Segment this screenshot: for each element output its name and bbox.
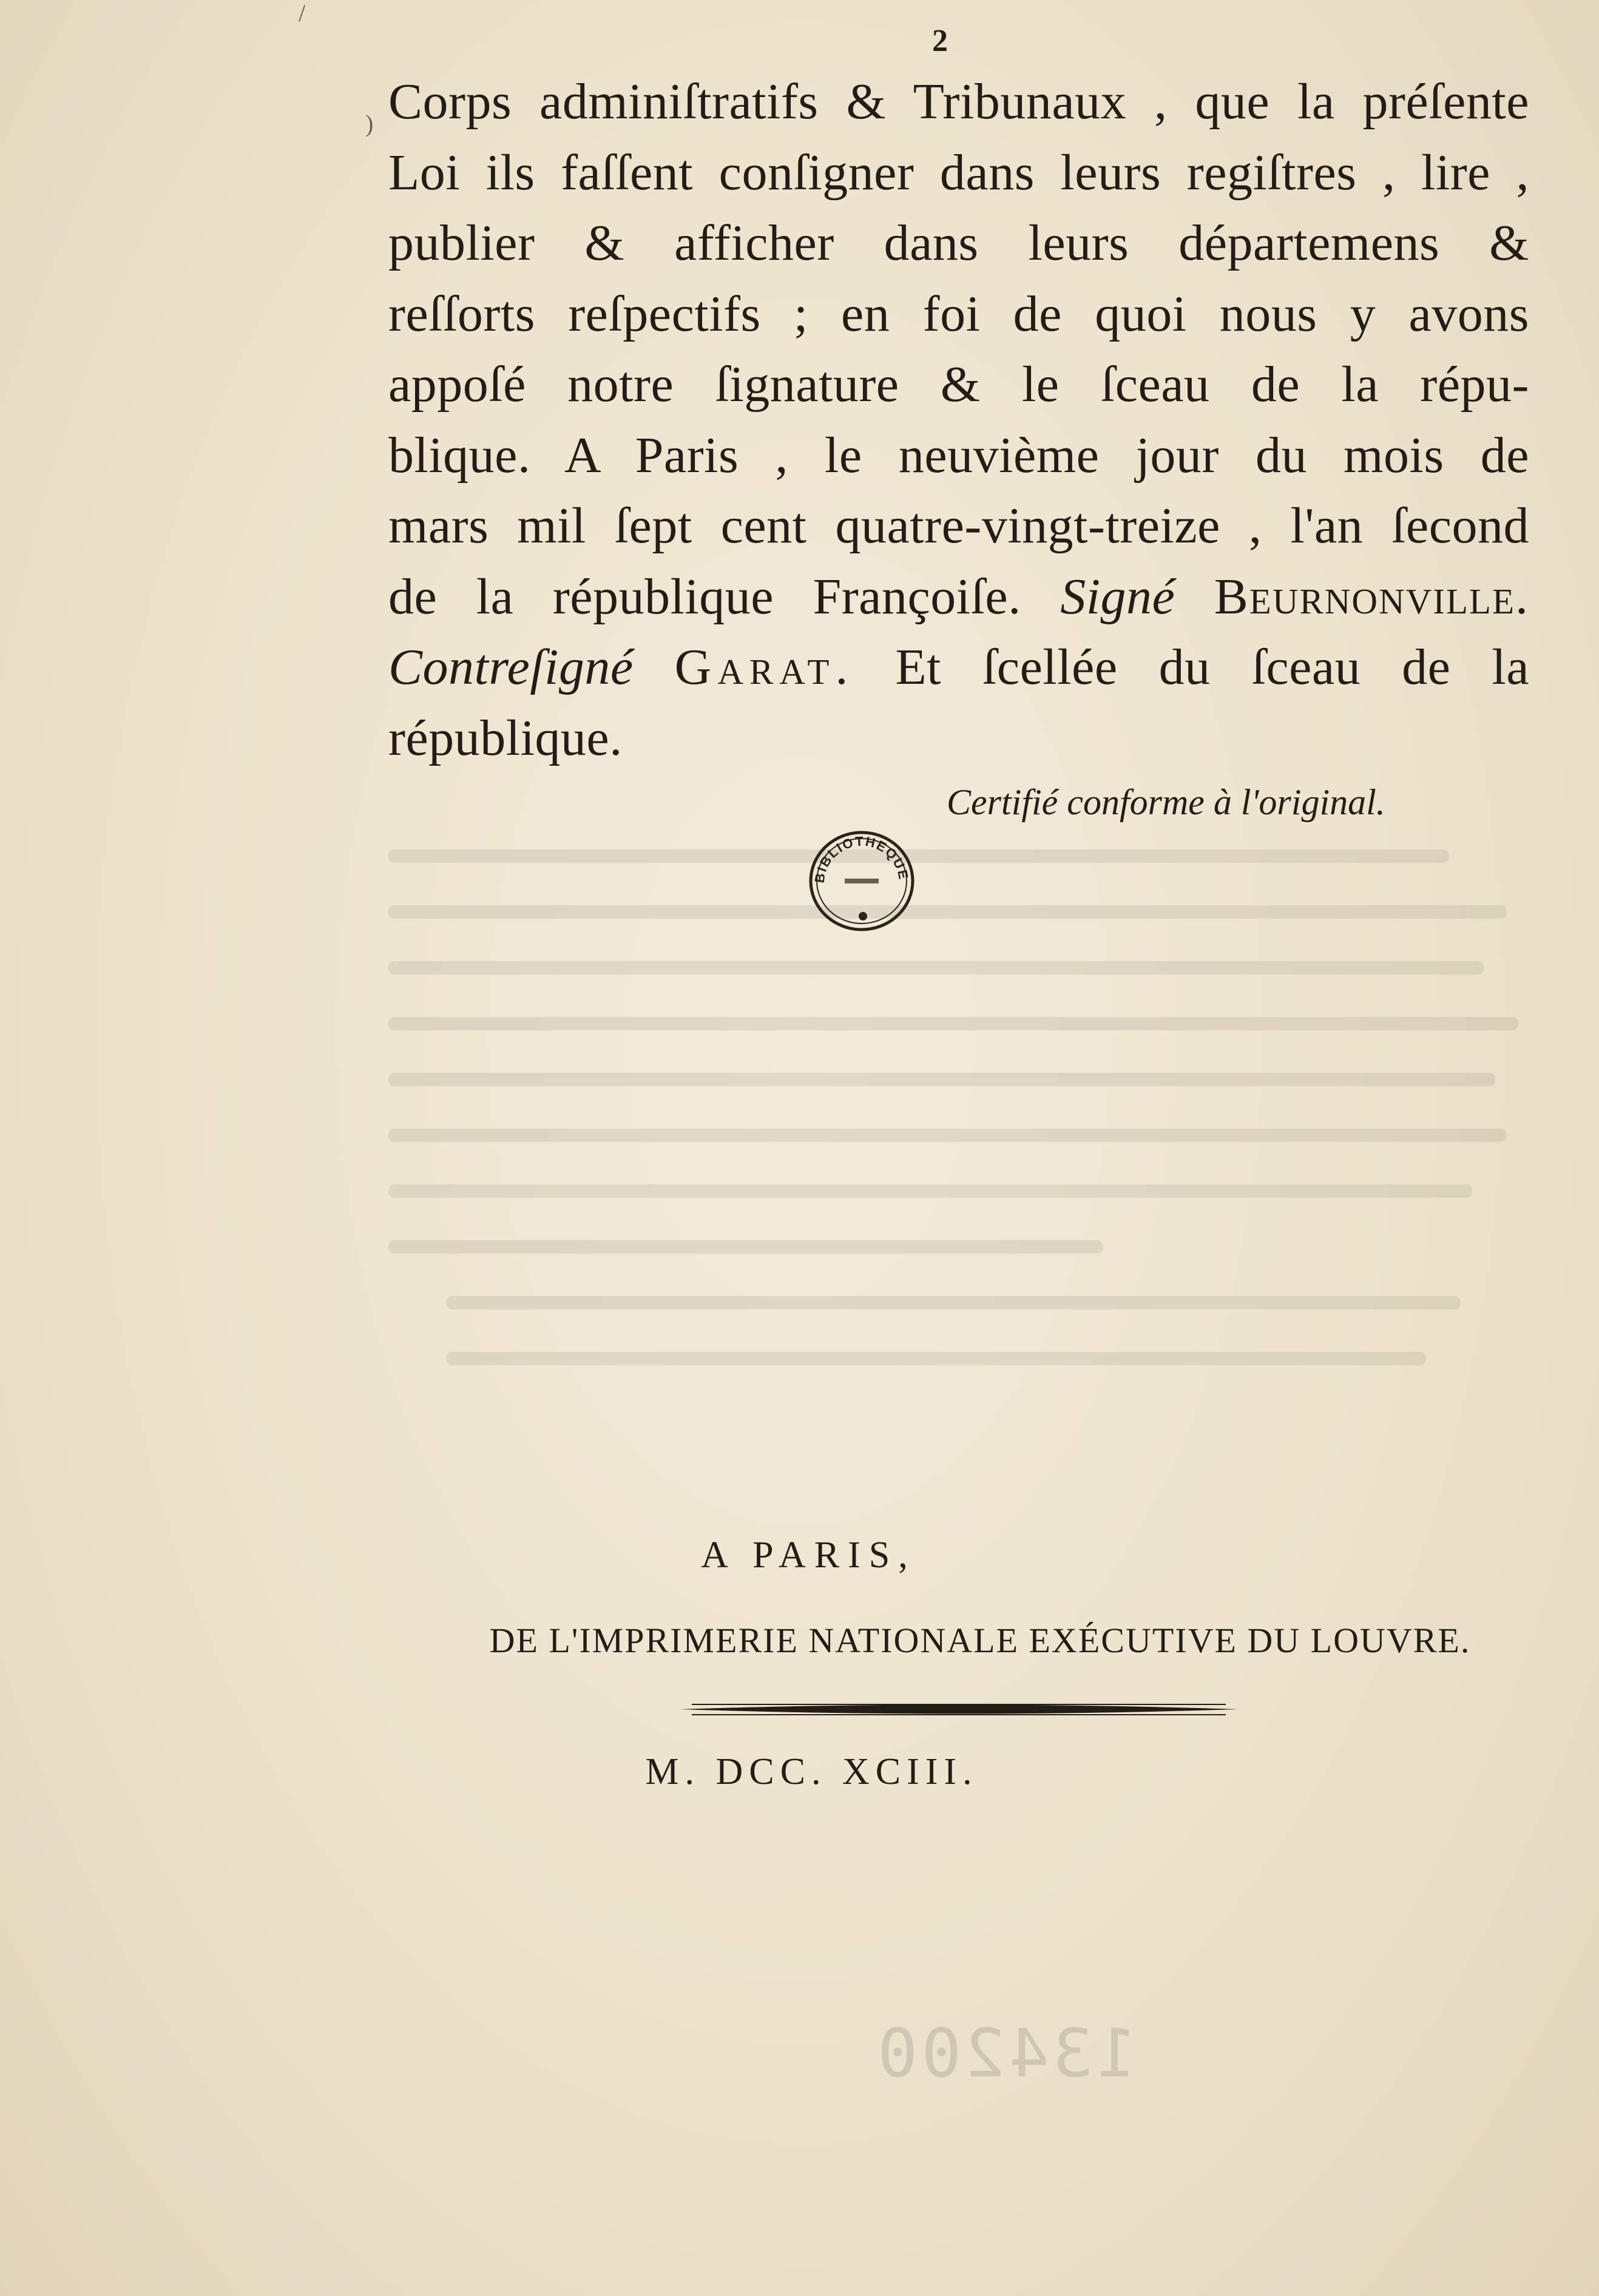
inventory-number: 134200 [874,2014,1137,2092]
body-line: Corps adminiſtratifs & Tribunaux , que la préſente [388,73,1529,130]
margin-mark: ) [365,110,374,137]
show-through-text [388,849,1541,1396]
body-line-signature [388,562,1529,633]
line-text: de la république Françoiſe. [388,568,1021,625]
stamp-text: BIBLIOTHEQUE [811,833,912,884]
signer-name: Beurnonville. [1214,568,1530,625]
signe-label: Signé [1060,568,1175,625]
body-line-countersignature [388,632,1529,703]
imprint-date: M. DCC. XCIII. [645,1751,978,1792]
body-line: Loi ils faſſent conſigner dans leurs regiſtres , lire , [388,144,1529,201]
body-line: blique. A Paris , le neuvième jour du mois de [388,427,1529,484]
body-line: publier & afficher dans leurs départemens & [388,215,1529,271]
certification-note: Certifié conforme à l'original. [947,782,1385,822]
ornamental-rule [680,1699,1238,1720]
body-text [388,67,1529,774]
library-stamp [807,825,916,934]
imprint-printer: DE L'IMPRIMERIE NATIONALE EXÉCUTIVE DU LOUVRE. [489,1621,1471,1660]
body-line: reſſorts reſpectifs ; en foi de quoi nous y avons [388,285,1529,342]
countersigner-name: Garat. [674,639,854,695]
body-line: mars mil ſept cent quatre-vingt-treize , l'an ſecond [388,498,1529,554]
line-text: Et ſcellée du ſceau de la [895,639,1530,695]
body-line: république. [388,709,623,766]
page-number: 2 [932,24,948,58]
imprint-place: A PARIS, [701,1535,916,1576]
contresigne-label: Contreſigné [388,639,634,695]
body-line: appoſé notre ſignature & le ſceau de la répu- [388,356,1529,413]
margin-mark: / [299,0,306,27]
